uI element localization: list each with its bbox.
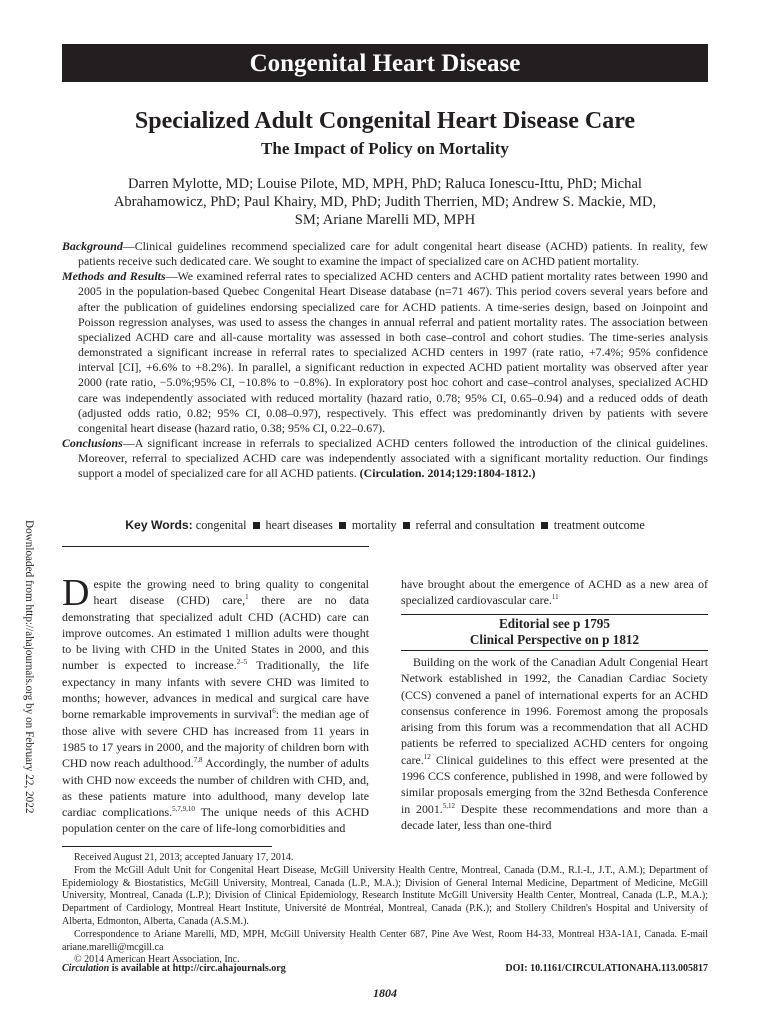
keyword-2: heart diseases [265,518,333,532]
abstract-background [62,239,708,269]
abstract-conclusions [62,436,708,481]
abstract-background-text: —Clinical guidelines recommend specialized care for adult congenital heart disease (ACHD) patients. In reality, few patients receive such dedicated care. We sought to examine the impact of specialized care on ACHD patient mortality. [78,239,708,269]
abstract-methods-text: —We examined referral rates to specialized ACHD centers and ACHD patient mortality rates between 1990 and 2005 in the population-based Quebec Congenital Heart Disease database (n=71 467). This period covers several years before and after the publication of guidelines endorsing specialized care for ACHD patients. A time-series design, based on Joinpoint and Poisson regression analyses, was used to assess the changes in annual referral and patient mortality rates. The association between specialized ACHD care and all-cause mortality was assessed in both case–control and cohort studies. The time-series analysis demonstrated a significant increase in referral rates to specialized ACHD centers in 1997 (rate ratio, +7.4%; 95% confidence interval [CI], +6.6% to +8.2%). In parallel, a significant reduction in expected ACHD patient mortality was observed after year 2000 (rate ratio, −5.0%;95% CI, −10.8% to −0.8%). In exploratory post hoc cohort and case–control analyses, specialized ACHD care was independently associated with reduced mortality (hazard ratio, 0.78; 95% CI, 0.65–0.94) and a reduced odds of death (adjusted odds ratio, 0.82; 95% CI, 0.08–0.97), respectively. This effect was predominantly driven by patients with severe congenital heart disease (hazard ratio, 0.38; 95% CI, 0.22–0.67). [78,269,708,435]
abstract [62,239,708,482]
intro-paragraph-2: Building on the work of the Canadian Adult Congenial Heart Network established in 1992, the Canadian Cardiac Society (CCS) convened a panel of international experts for an ACHD consensus conference in 1996. Foremost among the proposals arising from this forum was a recommendation that all ACHD patients be referred to specialized ACHD centers for ongoing care.$^{12}$ Clinical guidelines to this effect were presented at the 1996 CCS conference, published in 1998, and were followed by similar proposals emerging from the 32nd Bethesda Conference in 2001.$^{5,12}$ Despite these recommendations and more than a decade later, less than one-third [401,655,708,832]
copyright: © 2014 American Heart Association, Inc. [74,954,240,966]
journal-url[interactable]: is available at http://circ.ahajournals.org [109,963,286,974]
abstract-methods [62,269,708,436]
editorial-link[interactable]: Editorial see p 1795 [499,616,610,631]
body-column-right-top [401,576,708,609]
bullet-square-icon [339,522,346,529]
author-list: Darren Mylotte, MD; Louise Pilote, MD, MPH, PhD; Raluca Ionescu-Ittu, PhD; Michal Abrahamowicz, PhD; Paul Khairy, MD, PhD; Judith Therrien, MD; Andrew S. Mackie, MD, SM; Ariane Marelli MD, MPH [113,176,657,228]
drop-cap: D [62,572,90,614]
keyword-5: treatment outcome [553,518,645,532]
doi[interactable]: DOI: 10.1161/CIRCULATIONAHA.113.005817 [505,963,708,974]
keywords-label: Key Words: [125,518,193,532]
journal-name: Circulation [62,963,110,974]
editorial-bottom-rule [401,650,708,651]
intro-paragraph-1: espite the growing need to bring quality to congenital heart disease (CHD) care,$^1$ there are no data demonstrating that specialized adult CHD (ACHD) care can improve outcomes. An estimated 1 million adults were thought to be living with CHD in the United States in 2000, and this number is expected to increase.$^{2-5}$ Traditionally, the life expectancy in many infants with severe CHD was limited to months; however, advances in medical and surgical care have borne remarkable improvements in survival$^6$: the median age of those alive with severe CHD has increased from 11 years in 1985 to 17 years in 2000, and the majority of children born with CHD now reach adulthood.$^{7,8}$ Accordingly, the number of adults with CHD now exceeds the number of children with CHD, and, as these patients mature into adulthood, many develop late cardiac complications.$^{5,7,9,10}$ The unique needs of this ACHD population center on the care of life-long comorbidities and [62,577,370,836]
body-column-left [62,572,370,837]
abstract-conclusions-text: —A significant increase in referrals to specialized ACHD centers followed the introduction of the clinical guidelines. Moreover, referral to specialized ACHD care was independently associated with a significant mortality reduction. Our findings support a model of specialized care for all ACHD patients. [78,436,708,481]
keyword-3: mortality [351,518,397,532]
page-number: 1804 [373,986,397,1000]
abstract-methods-label: Methods and Results [62,269,166,284]
editorial-box [401,616,708,648]
article-subtitle: The Impact of Policy on Mortality [261,139,509,158]
keyword-1: congenital [195,518,247,532]
correspondence: Correspondence to Ariane Marelli, MD, MPH, McGill University Health Center 687, Pine Ave West, Room H4-33, Montreal H3A-1A1, Canada. E-mail ariane.marelli@mcgill.ca [62,928,708,953]
abstract-background-label: Background [62,239,123,253]
bullet-square-icon [403,522,410,529]
footnote-rule [62,846,272,847]
keywords [62,517,708,533]
editorial-top-rule [401,614,708,615]
keyword-4: referral and consultation [415,518,535,532]
received-dates: Received August 21, 2013; accepted January 17, 2014. [74,852,294,863]
side-note-container [22,520,38,950]
bullet-square-icon [253,522,260,529]
intro-paragraph-1-continued: have brought about the emergence of ACHD as a new area of specialized cardiovascular care.$^{11}$ [401,577,708,608]
footnotes [62,852,708,967]
section-banner: Congenital Heart Disease [62,44,708,82]
affiliations: From the McGill Adult Unit for Congenital Heart Disease, McGill University Health Centre, Montreal, Canada (D.M., R.I.-I., J.T., A.M.); Department of Epidemiology & Biostatistics, McGill University, Montreal, Canada (L.P., M.A.); Division of General Internal Medicine, Department of Medicine, McGill University, Montreal, Canada (L.P.); Division of Clinical Epidemiology, Research Institute McGill University Health Center, Montreal, Canada (L.P., M.A.); Department of Cardiology, Montreal Heart Institute, Université de Montréal, Montreal, Canada (P.K.); and Stollery Children's Hospital and University of Alberta, Edmonton, Alberta, Canada (A.S.M.). [62,864,708,927]
journal-availability [62,963,286,974]
article-title: Specialized Adult Congenital Heart Disease Care [134,108,636,134]
download-side-note: Downloaded from http://ahajournals.org by on February 22, 2022 [23,520,35,814]
divider [62,546,369,547]
abstract-conclusions-label: Conclusions [62,436,123,451]
abstract-citation: (Circulation. 2014;129:1804-1812.) [359,466,536,481]
clinical-perspective-link[interactable]: Clinical Perspective on p 1812 [469,632,640,647]
bullet-square-icon [541,522,548,529]
